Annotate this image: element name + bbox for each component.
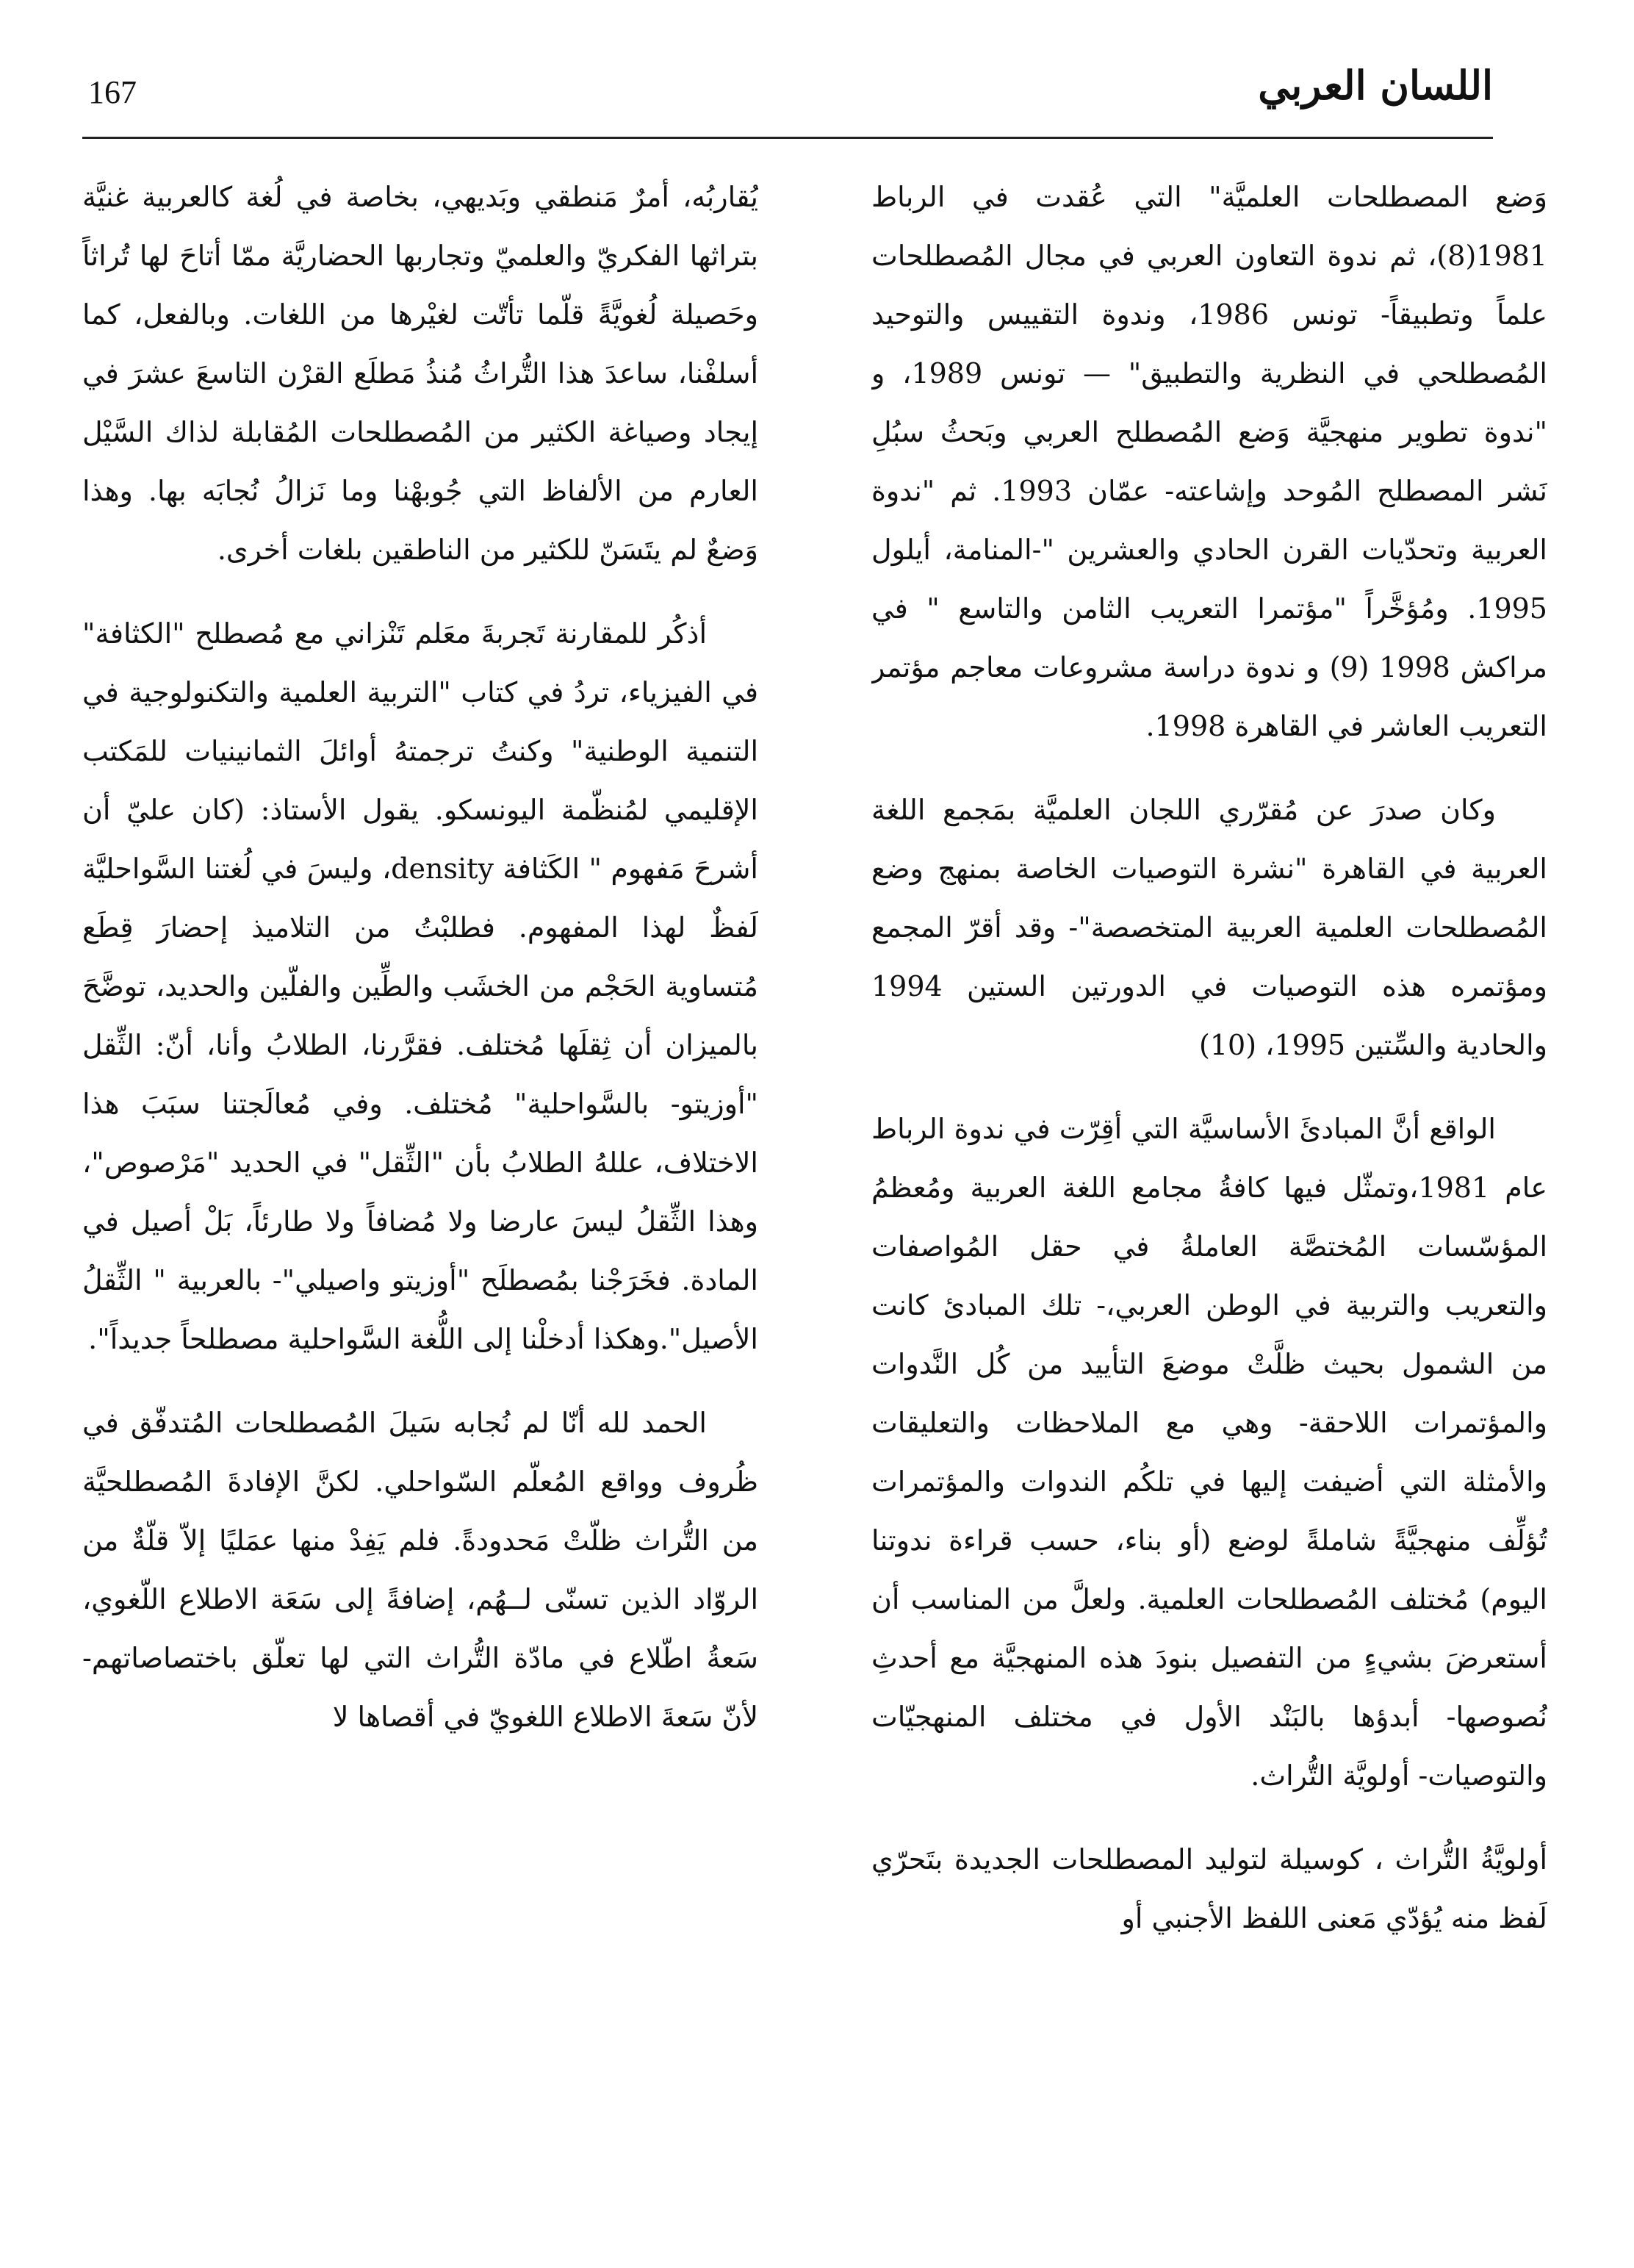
paragraph: وَضع المصطلحات العلميَّة" التي عُقدت في الرباط 1981(8)، ثم ندوة التعاون العربي في مجال المُصطلحات علماً وتطبيقاً- تونس 1986، وندوة التقييس والتوحيد المُصطلحي في النظرية والتطبيق" — تونس 1989، و "ندوة تطوير منهجيَّة وَضع المُصطلح العربي وبَحثُ سبُلِ نَشر المصطلح المُوحد وإشاعته- عمّان 1993. ثم "ندوة العربية وتحدّيات القرن الحادي والعشرين "-المنامة، أيلول 1995. ومُؤخَّراً "مؤتمرا التعريب الثامن والتاسع " في مراكش 1998 (9) و ندوة دراسة مشروعات معاجم مؤتمر التعريب العاشر في القاهرة 1998. [871, 181, 1547, 742]
page-header [82, 57, 1493, 131]
paragraph: أولويَّةُ التُّراث ، كوسيلة لتوليد المصطلحات الجديدة بتَحرّي لَفظ منه يُؤدّي مَعنى اللفظ الأجنبي أو [871, 1843, 1547, 1934]
left-column [82, 168, 758, 2225]
paragraph: أذكُر للمقارنة تَجربةَ معَلم تَنْزاني مع مُصطلح "الكثافة" في الفيزياء، تردُ في كتاب "التربية العلمية والتكنولوجية في التنمية الوطنية" وكنتُ ترجمتهُ أوائلَ الثمانينيات للمَكتب الإقليمي لمُنظّمة اليونسكو. يقول الأستاذ: (كان عليّ أن أشرحَ مَفهوم " الكَثافة density، وليسَ في لُغتنا السَّواحليَّة لَفظٌ لهذا المفهوم. فطلبْتُ من التلاميذ إحضارَ قِطَع مُتساوية الحَجْم من الخشَب والطِّين والفلّين والحديد، توضَّحَ بالميزان أن ثِقلَها مُختلف. فقرَّرنا، الطلابُ وأنا، أنّ: الثِّقل "أوزيتو- بالسَّواحلية" مُختلف. وفي مُعالَجتنا سبَبَ هذا الاختلاف، عللهُ الطلابُ بأن "الثِّقل" في الحديد "مَرْصوص"، وهذا الثِّقلُ ليسَ عارضا ولا مُضافاً ولا طارئاً، بَلْ أصيل في المادة. فخَرَجْنا بمُصطلَح "أوزيتو واصيلي"- بالعربية " الثِّقلُ الأصيل".وهكذا أدخلْنا إلى اللُّغة السَّواحلية مصطلحاً جديداً". [82, 617, 758, 1355]
paragraph: يُقاربُه، أمرٌ مَنطقي وبَديهي، بخاصة في لُغة كالعربية غنيَّة بتراثها الفكريّ والعلميّ وتجاربها الحضاريَّة ممّا أتاحَ لها تُراثاً وحَصيلة لُغويَّةً قلّما تأتّت لغيْرها من اللغات. وبالفعل، كما أسلفْنا، ساعدَ هذا التُّراثُ مُنذُ مَطلَع القرْن التاسعَ عشرَ في إيجاد وصياغة الكثير من المُصطلحات المُقابلة لذاك السَّيْل العارم من الألفاظ التي جُوبهْنا وما نَزالُ نُجابَه بها. وهذا وَضعٌ لم يتَسَنّ للكثير من الناطقين بلغات أخرى. [82, 181, 758, 566]
right-column [871, 168, 1547, 2225]
paragraph: الحمد لله أنّا لم نُجابه سَيلَ المُصطلحات المُتدفّق في ظُروف وواقع المُعلّم السّواحلي. لكنَّ الإفادةَ المُصطلحيَّة من التُّراث ظلّتْ مَحدودةً. فلم يَفِدْ منها عمَليًا إلاّ قلّةٌ من الروّاد الذين تسنّى لــهُم، إضافةً إلى سَعَة الاطلاع اللّغوي، سَعةُ اطّلاع في مادّة التُّراث التي لها تعلّق باختصاصاتهم- لأنّ سَعةَ الاطلاع اللغويّ في أقصاها لا [82, 1407, 758, 1733]
paragraph: الواقع أنَّ المبادئَ الأساسيَّة التي أقِرّت في ندوة الرباط عام 1981،وتمثّل فيها كافةُ مجامع اللغة العربية ومُعظمُ المؤسّسات المُختصَّة العاملةُ في حقل المُواصفات والتعريب والتربية في الوطن العربي،- تلك المبادئ كانت من الشمول بحيث ظلَّتْ موضعَ التأييد من كُل النَّدوات والمؤتمرات اللاحقة- وهي مع الملاحظات والتعليقات والأمثلة التي أضيفت إليها في تلكُم الندوات والمؤتمرات تُؤلِّف منهجيَّةً شاملةً لوضع (أو بناء، حسب قراءة ندوتنا اليوم) مُختلف المُصطلحات العلمية. ولعلَّ من المناسب أن أستعرضَ بشيءٍ من التفصيل بنودَ هذه المنهجيَّة مع أحدثِ نُصوصها- أبدؤها بالبَنْد الأول في مختلف المنهجيّات والتوصيات- أولويَّة التُّراث. [871, 1113, 1547, 1792]
header-rule [82, 137, 1493, 139]
journal-title: اللسان العربي [1258, 62, 1493, 109]
paragraph: وكان صدرَ عن مُقرّري اللجان العلميَّة بمَجمع اللغة العربية في القاهرة "نشرة التوصيات الخاصة بمنهج وضع المُصطلحات العلمية العربية المتخصصة"- وقد أقرّ المجمع ومؤتمره هذه التوصيات في الدورتين الستين 1994 والحادية والسِّتين 1995، (10) [871, 794, 1547, 1061]
page-number: 167 [88, 74, 137, 110]
